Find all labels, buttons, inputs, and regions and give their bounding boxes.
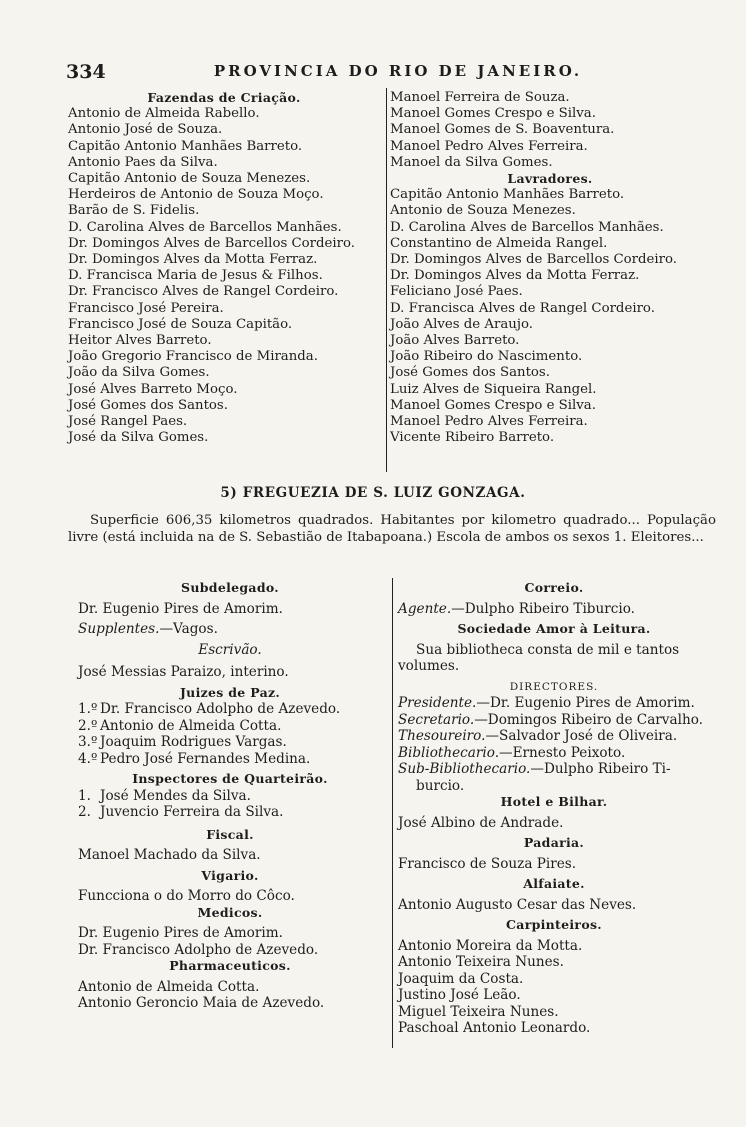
inspector-entry-number: 2. [78,804,91,820]
heading-fiscal: Fiscal. [206,826,254,842]
pharmaceuticos-list [78,979,382,1012]
heading-hotel: Hotel e Bilhar. [500,794,608,809]
section-title: 5) FREGUEZIA DE S. LUIZ GONZAGA. [220,485,526,501]
fazenda-entry: José Alves Barreto Moço. [68,381,238,397]
director-entry-role: Thesoureiro. [398,728,486,744]
carpinteiro-entry: Justino José Leão. [398,987,521,1003]
lavrador-entry: Dr. Domingos Alves da Motta Ferraz. [390,268,640,284]
agente-value: —Dulpho Ribeiro Tiburcio. [451,600,635,617]
director-entry-name: —Dulpho Ribeiro Ti- [530,761,671,777]
medicos-list [78,925,382,958]
carpinteiros-list [398,938,710,1037]
lavrador-entry: Luiz Alves de Siqueira Rangel. [390,381,597,397]
alfaiate-name: Antonio Augusto Cesar das Neves. [398,896,637,913]
juiz-entry-name: Pedro José Fernandes Medina. [100,750,311,767]
fazenda-entry: Manoel Gomes Crespo e Silva. [390,106,596,122]
lavrador-entry: Antonio de Souza Menezes. [390,203,576,219]
director-entry [398,695,710,712]
inspector-entry-name: Juvencio Ferreira da Silva. [100,804,284,820]
juiz-entry [78,718,382,735]
inspector-entry [78,788,382,805]
agente-label: Agente. [398,600,452,617]
director-entry-role: Sub-Bibliothecario. [398,761,531,777]
lavrador-entry: Feliciano José Paes. [390,284,523,300]
inspector-entry-name: José Mendes da Silva. [100,787,251,804]
escrivao-label: Escrivão. [198,641,262,658]
heading-padaria: Padaria. [523,835,585,850]
lavrador-entry: D. Francisca Alves de Rangel Cordeiro. [390,300,655,316]
vigario-text: Funcciona o do Morro do Côco. [78,888,295,904]
fazenda-entry: D. Carolina Alves de Barcellos Manhães. [68,219,342,235]
director-entry-role: Bibliothecario. [398,744,500,761]
carpinteiro-entry: Miguel Teixeira Nunes. [398,1003,559,1020]
director-entry [398,712,710,729]
fazenda-entry: Manoel Ferreira de Souza. [390,90,570,105]
column-divider-bottom [392,578,393,1048]
juiz-entry-number: 3.º [78,734,98,750]
lavrador-entry: João Alves Barreto. [390,333,520,349]
supplentes-label: Supplentes. [78,621,160,637]
medico-entry: Dr. Francisco Adolpho de Azevedo. [78,941,319,958]
fazenda-entry: Capitão Antonio Manhães Barreto. [68,138,303,154]
page-number: 334 [66,61,106,83]
lavrador-entry: José Gomes dos Santos. [390,365,550,381]
subdelegado-name: Dr. Eugenio Pires de Amorim. [78,600,283,617]
director-entry [398,761,710,778]
section-heading-fazendas: Fazendas de Criação. [147,90,301,105]
fazenda-entry: João Gregorio Francisco de Miranda. [68,349,318,365]
fazenda-entry: Manoel Gomes de S. Boaventura. [390,122,615,138]
juiz-entry-number: 4.º [78,750,98,767]
lavrador-entry: Manoel Pedro Alves Ferreira. [390,414,588,430]
fazenda-entry: José Rangel Paes. [68,414,188,430]
section-heading-lavradores: Lavradores. [507,171,593,187]
top-left-column [68,90,380,446]
bottom-right-column [398,580,710,1037]
heading-inspectores: Inspectores de Quarteirão. [132,771,328,786]
carpinteiro-entry: Antonio Teixeira Nunes. [398,954,564,970]
juiz-entry [78,751,382,768]
inspector-entry-number: 1. [78,787,91,804]
director-entry [398,745,710,762]
fazenda-entry: João da Silva Gomes. [68,365,210,381]
top-right-column [390,90,710,446]
fazenda-entry: Antonio Paes da Silva. [68,154,218,170]
fazenda-entry: José da Silva Gomes. [68,430,209,446]
pharmaceutico-entry: Antonio Geroncio Maia de Azevedo. [78,995,325,1011]
directores-list [398,695,710,778]
carpinteiro-entry: Paschoal Antonio Leonardo. [398,1020,591,1036]
fazenda-entry: Antonio José de Souza. [68,122,223,138]
fiscal-name: Manoel Machado da Silva. [78,847,261,863]
fazenda-entry: D. Francisca Maria de Jesus & Filhos. [68,268,323,284]
juiz-entry-number: 1.º [78,701,98,717]
fazenda-entry: Capitão Antonio de Souza Menezes. [68,171,311,187]
paragraph-text: Superficie 606,35 kilometros quadrados. Habitantes por kilometro quadrado... População livre (está incluida na de S. Sebastião de Itabapoana.) Escola de ambos os sexos 1. Eleitores... [68,513,716,545]
fazendas-list-continued [390,90,710,171]
fazenda-entry: José Gomes dos Santos. [68,397,228,413]
directores-continuation: burcio. [416,777,465,794]
fazenda-entry: Dr. Francisco Alves de Rangel Cordeiro. [68,284,339,300]
director-entry-name: —Dr. Eugenio Pires de Amorim. [476,695,695,711]
juiz-entry [78,701,382,718]
padaria-name: Francisco de Souza Pires. [398,855,577,872]
heading-subdelegado: Subdelegado. [181,580,279,595]
heading-correio: Correio. [524,580,584,595]
heading-sociedade: Sociedade Amor à Leitura. [457,621,651,636]
heading-vigario: Vigario. [201,867,259,883]
medico-entry: Dr. Eugenio Pires de Amorim. [78,925,283,941]
lavrador-entry: Manoel Gomes Crespo e Silva. [390,397,596,413]
fazenda-entry: Francisco José de Souza Capitão. [68,316,293,332]
fazenda-entry: Francisco José Pereira. [68,300,224,316]
pharmaceutico-entry: Antonio de Almeida Cotta. [78,978,260,995]
director-entry-name: —Salvador José de Oliveira. [485,728,678,744]
section-paragraph [68,512,716,546]
heading-directores: DIRECTORES. [509,680,599,693]
correio-agente [398,601,710,618]
lavrador-entry: D. Carolina Alves de Barcellos Manhães. [390,219,664,235]
sociedade-text-1: Sua bibliotheca consta de mil e tantos [416,641,680,658]
director-entry [398,728,710,745]
lavradores-list [390,187,710,446]
fazenda-entry: Heitor Alves Barreto. [68,333,212,349]
carpinteiro-entry: Joaquim da Costa. [398,970,524,987]
supplentes-value: —Vagos. [159,621,218,637]
director-entry-role: Presidente. [398,695,477,711]
heading-alfaiate: Alfaiate. [523,876,585,891]
director-entry-name: —Ernesto Peixoto. [499,744,626,761]
juiz-entry-number: 2.º [78,717,98,734]
lavrador-entry: Constantino de Almeida Rangel. [390,235,608,251]
heading-pharmaceuticos: Pharmaceuticos. [169,958,291,973]
lavrador-entry: João Alves de Araujo. [390,316,533,332]
lavrador-entry: Dr. Domingos Alves de Barcellos Cordeiro. [390,252,678,268]
inspectores-list [78,788,382,821]
column-divider-top [386,88,387,472]
fazenda-entry: Herdeiros de Antonio de Souza Moço. [68,187,324,203]
heading-medicos: Medicos. [197,904,263,920]
fazenda-entry: Manoel Pedro Alves Ferreira. [390,138,588,154]
lavrador-entry: Vicente Ribeiro Barreto. [390,430,555,446]
juiz-entry [78,734,382,751]
fazenda-entry: Dr. Domingos Alves de Barcellos Cordeiro. [68,235,356,251]
juizes-list [78,701,382,767]
director-entry-role: Secretario. [398,711,475,728]
heading-juizes: Juizes de Paz. [179,684,281,700]
fazendas-list [68,106,380,446]
fazenda-entry: Barão de S. Fidelis. [68,203,200,219]
heading-carpinteiros: Carpinteiros. [506,917,602,932]
juiz-entry-name: Antonio de Almeida Cotta. [100,717,282,734]
lavrador-entry: João Ribeiro do Nascimento. [390,349,583,365]
escrivao-name: José Messias Paraizo, interino. [78,664,289,680]
lavrador-entry: Capitão Antonio Manhães Barreto. [390,187,625,203]
director-entry-name: —Domingos Ribeiro de Carvalho. [474,711,703,728]
fazenda-entry: Dr. Domingos Alves da Motta Ferraz. [68,252,318,268]
fazenda-entry: Manoel da Silva Gomes. [390,154,553,170]
juiz-entry-name: Dr. Francisco Adolpho de Azevedo. [100,701,341,717]
sociedade-text-2: volumes. [398,658,460,674]
supplentes-line [78,621,382,638]
inspector-entry [78,804,382,821]
carpinteiro-entry: Antonio Moreira da Motta. [398,937,583,954]
running-header: PROVINCIA DO RIO DE JANEIRO. [213,62,583,80]
bottom-left-column [78,580,382,1012]
hotel-name: José Albino de Andrade. [398,814,564,831]
juiz-entry-name: Joaquim Rodrigues Vargas. [100,734,287,750]
fazenda-entry: Antonio de Almeida Rabello. [68,106,260,122]
